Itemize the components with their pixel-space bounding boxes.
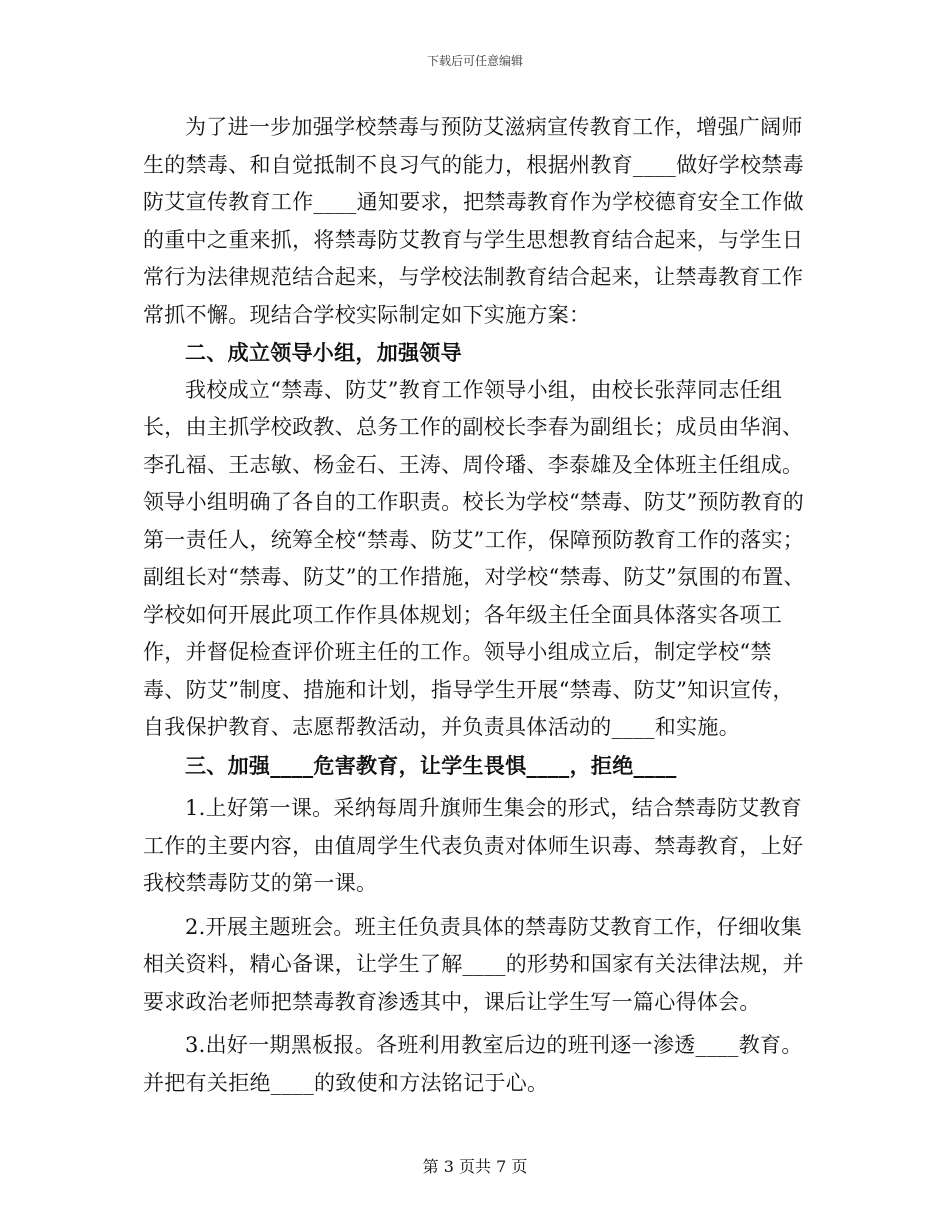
list-item-first-lesson: 1.上好第一课。采纳每周升旗师生集会的形式，结合禁毒防艾教育工作的主要内容，由值周学生代表负责对体师生识毒、禁毒教育，上好我校禁毒防艾的第一课。 <box>143 796 804 895</box>
section-heading-education: 三、加强____危害教育，让学生畏惧____，拒绝____ <box>185 752 677 778</box>
section-heading-leadership: 二、成立领导小组，加强领导 <box>185 340 462 365</box>
document-body <box>143 109 811 1102</box>
list-item-class-meeting: 2.开展主题班会。班主任负责具体的禁毒防艾教育工作，仔细收集相关资料，精心备课，让学生了解____的形势和国家有关法律法规，并要求政治老师把禁毒教育渗透其中，课后让学生写一篇心得体会。 <box>143 914 804 1014</box>
intro-paragraph: 为了进一步加强学校禁毒与预防艾滋病宣传教育工作，增强广阔师生的禁毒、和自觉抵制不良习气的能力，根据州教育____做好学校禁毒防艾宣传教育工作____通知要求，把禁毒教育作为学校德育安全工作做的重中之重来抓，将禁毒防艾教育与学生思想教育结合起来，与学生日常行为法律规范结合起来，与学校法制教育结合起来，让禁毒教育工作常抓不懈。现结合学校实际制定如下实施方案： <box>143 115 804 327</box>
leadership-paragraph: 我校成立“禁毒、防艾”教育工作领导小组，由校长张萍同志任组长，由主抓学校政教、总务工作的副校长李春为副组长；成员由华润、李孔福、王志敏、杨金石、王涛、周伶璠、李泰雄及全体班主任组成。领导小组明确了各自的工作职责。校长为学校“禁毒、防艾”预防教育的第一责任人，统筹全校“禁毒、防艾”工作，保障预防教育工作的落实；副组长对“禁毒、防艾”的工作措施，对学校“禁毒、防艾”氛围的布置、学校如何开展此项工作作具体规划；各年级主任全面具体落实各项工作，并督促检查评价班主任的工作。领导小组成立后，制定学校“禁毒、防艾”制度、措施和计划，指导学生开展“禁毒、防艾”知识宣传，自我保护教育、志愿帮教活动，并负责具体活动的____和实施。 <box>143 377 805 739</box>
list-item-blackboard: 3.出好一期黑板报。各班利用教室后边的班刊逐一渗透____教育。并把有关拒绝____的致使和方法铭记于心。 <box>143 1033 803 1095</box>
page-footer: 第 3 页共 7 页 <box>422 1157 528 1176</box>
page-header: 下载后可任意编辑 <box>426 54 523 68</box>
